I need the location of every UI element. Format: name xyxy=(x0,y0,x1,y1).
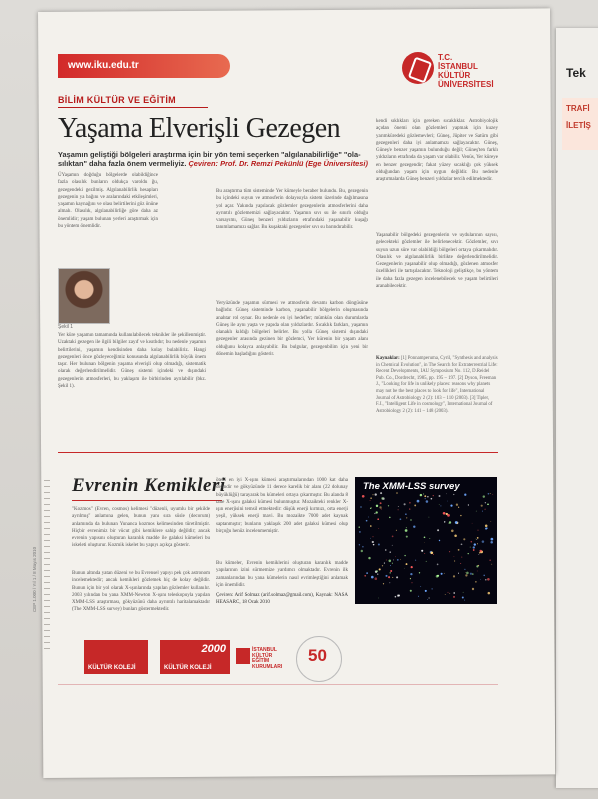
survey-source xyxy=(426,500,429,503)
survey-star-field xyxy=(355,477,497,604)
survey-source xyxy=(410,590,412,592)
survey-source xyxy=(439,495,441,497)
survey-source xyxy=(392,577,393,578)
survey-source xyxy=(423,494,424,495)
survey-source xyxy=(432,588,433,589)
survey-source xyxy=(460,563,461,564)
survey-source xyxy=(373,544,375,546)
survey-source xyxy=(428,597,429,598)
survey-source xyxy=(364,575,366,577)
author-photo xyxy=(58,268,110,324)
survey-source xyxy=(388,505,389,506)
survey-source xyxy=(424,536,426,538)
survey-source xyxy=(412,582,413,583)
survey-source xyxy=(453,592,455,594)
survey-source xyxy=(430,551,433,554)
survey-source xyxy=(404,503,406,505)
survey-source xyxy=(411,566,413,568)
survey-source xyxy=(375,577,378,580)
survey-source xyxy=(427,496,428,497)
survey-source xyxy=(468,553,469,554)
article1-column-2-bottom: Yeryüzünde yaşamın sürmesi ve atmosferin devamı karbon döngüsüne bağlıdır. Güneş sisteminde karbon, yaşanabilir bölgelerin oluşmasında anahtar rol oynar. Bu nedenle en iyi hedefler; mümkün olan durumlarda Güneş ile aynı yaşta ve yapıda olan yıldızlardır. Sıcaklık farkları, yaşamın olanaklı kıldığı bölgeleri belirler. Bu yolla Güneş sistemi dışındaki gezegenler arasında gezinen bir gözlemci, Yer kürenin bir yaşam alanı olduğunu kolayca anlayabilir. Bu bulgular, gezegenbilim için yeni bir dönemin başladığını gösterir. xyxy=(216,301,368,358)
survey-source xyxy=(462,597,464,599)
article2-column-2-top: öteki en iyi X-ışını kümesi araştırmalarından 1000 kat daha derindir ve gökyüzünde 11 derece karelik bir alanı (22 dolunay büyüklüğü) tarayarak bu kümeleri ortaya çıkarmıştır. Bu alanda 8 tane X-ışını galaksi kümesi bulunmuştur. Mozaikteki renkler X-ışın enerjisini temsil etmektedir: düşük enerji kırmızı, orta enerji yeşil, yüksek enerji mavi. Bu mozaikte 7000 adet kaynak saptanmıştır; bunların yaklaşık 200 adet galaksi kümesi olup birçoğu henüz incelenmemiştir. xyxy=(216,478,348,535)
survey-source xyxy=(390,551,391,552)
survey-source xyxy=(472,523,473,524)
survey-source xyxy=(448,592,449,593)
survey-source xyxy=(389,582,390,583)
survey-source xyxy=(379,506,381,508)
survey-source xyxy=(447,514,450,517)
survey-source xyxy=(366,572,368,574)
adjacent-page-header: Tek xyxy=(566,66,586,80)
survey-source xyxy=(455,521,458,524)
survey-source xyxy=(382,565,383,566)
survey-source xyxy=(464,569,465,570)
survey-source xyxy=(380,502,382,504)
references-list: [1] Ponnamperuma, Cyril, "Synthesis and analysis in Chemical Evolution", in The Search for Extraterrestrial Life: Recent Developments, IAU Symposium No. 112, D.Reidel Pub. Co., Dordrecht, 1985, pp. 195 – 197. [2] Dyson, Freeman J., "Looking for life in unlikely places: reasons why planets may not be the best places to look for life", International Journal of Astrobiology 2 (2): 103 – 110 (2003). [3] Tipler, F.J., "Intelligent Life in cosmology", International Journal of Astrobiology 2 (2): 141 – 148 (2003). xyxy=(376,356,498,414)
survey-source xyxy=(381,509,382,510)
survey-source xyxy=(385,575,387,577)
survey-source xyxy=(398,506,399,507)
survey-source xyxy=(465,572,466,573)
survey-source xyxy=(406,527,407,528)
survey-source xyxy=(380,492,382,494)
survey-source xyxy=(389,560,392,563)
survey-source xyxy=(424,553,425,554)
survey-source xyxy=(413,526,415,528)
survey-source xyxy=(477,530,478,531)
survey-source xyxy=(385,549,386,550)
survey-source xyxy=(485,502,486,503)
survey-source xyxy=(392,536,394,538)
survey-source xyxy=(491,564,492,565)
survey-source xyxy=(410,578,411,579)
survey-source xyxy=(359,544,360,545)
survey-source xyxy=(400,518,402,520)
survey-source xyxy=(370,508,371,509)
survey-source xyxy=(490,560,491,561)
survey-source xyxy=(454,556,455,557)
ikek-logo-text: İSTANBUL KÜLTÜR EĞİTİM KURUMLARI xyxy=(252,647,283,670)
survey-source xyxy=(427,599,428,600)
survey-source xyxy=(453,494,454,495)
survey-source xyxy=(390,572,391,573)
survey-source xyxy=(397,559,399,561)
survey-source xyxy=(368,557,370,559)
survey-source xyxy=(476,511,477,512)
anniversary-logo: 50 xyxy=(296,636,342,682)
survey-source xyxy=(463,592,464,593)
survey-source xyxy=(487,503,489,505)
survey-source xyxy=(386,560,387,561)
survey-source xyxy=(483,495,485,497)
adjacent-promo-line-1: TRAFİ xyxy=(566,104,590,113)
survey-source xyxy=(374,513,375,514)
survey-image-title: The XMM-LSS survey xyxy=(363,481,460,492)
survey-source xyxy=(437,564,439,566)
survey-source xyxy=(487,578,490,581)
survey-source xyxy=(473,549,475,551)
survey-source xyxy=(393,559,394,560)
survey-source xyxy=(431,498,433,500)
survey-source xyxy=(370,497,372,499)
survey-source xyxy=(444,573,445,574)
survey-source xyxy=(377,518,379,520)
survey-source xyxy=(485,579,487,581)
survey-source xyxy=(490,493,491,494)
survey-source xyxy=(461,543,463,545)
survey-source xyxy=(447,501,448,502)
survey-source xyxy=(370,500,371,501)
article1-column-2-top: Bu araştırma tüm sisteminde Yer kümeyle beraber bulundu. Bu, gezegenin bu içindeki suyun ve atmosferin dolayısıyla sistem üzerinde dağılmasına yol açar. Yakında yapılacak gözlemler gezegenlerin atmosferlerini daha ayrıntılı gözlememizi sağlayacaktır. Yaşamın sıvı su ile sınırlı olduğu varsayımı, Güneş benzeri yıldızların etrafındaki yaşanabilir kuşağı tanımlamamızı sağlar. Bu kuşaktaki gezegenler sıvı su barındırabilir. xyxy=(216,189,368,231)
survey-source xyxy=(414,504,416,506)
survey-source xyxy=(445,594,446,595)
article2-title: Evrenin Kemikleri xyxy=(72,475,226,496)
survey-source xyxy=(417,500,420,503)
article1-column-3-top: kendi sıklıkları için gereken sıcaklıklar. Astrobiyolojik açıdan önemi olan gözlemleri yapmak için kuzey yarımküredeki gözlemevleri; Güneş, Jüpiter ve Satürn gibi gezegenleri daha iyi anlamamızı sağlayacaktır. Güneş, Güneş'e benzer yaşamın bulunduğu değil; Güneş'ten farklı yıldızların etrafında da yaşam var olabilir. Venüs, Yer küreye en benzer gezegendir; fakat yüzey sıcaklığı çok yüksek olduğundan yaşam için uygun değildir. Bu nedenle araştırmalarda Güneş benzeri yıldızlar tercih edilmektedir. xyxy=(376,119,498,183)
survey-source xyxy=(485,525,488,528)
survey-source xyxy=(372,536,373,537)
survey-source xyxy=(437,529,439,531)
survey-source xyxy=(420,586,421,587)
article2-title-underline xyxy=(72,500,222,501)
survey-source xyxy=(491,538,494,541)
survey-source xyxy=(362,546,364,548)
university-name: T.C. İSTANBUL KÜLTÜR ÜNİVERSİTESİ xyxy=(438,53,494,89)
survey-source xyxy=(359,526,360,527)
survey-source xyxy=(368,517,369,518)
survey-source xyxy=(415,560,416,561)
survey-source xyxy=(441,573,443,575)
article1-column-1-top: ÜYaşamın doğduğu bölgelerde olabildiğince fazla olasılık bunların oldukça varoldu ğu, gezegendeki gezilmiş. Algılanabilirlik hesapları gezegenin ya bağını ve aralarındaki etkileşimleri, yaşamın kaynağını ve olası belirtilerini göz önüne almalı. Olasılık, algılanabilirliğe göre daha az önemlidir; yaşam bulunan yerleri araştırmak için bu yöntem önemlidir. xyxy=(58,173,158,230)
survey-source xyxy=(366,520,368,522)
survey-source xyxy=(490,521,491,522)
footer-divider xyxy=(58,684,498,685)
survey-source xyxy=(397,594,399,596)
survey-source xyxy=(477,537,479,539)
survey-source xyxy=(482,511,483,512)
survey-source xyxy=(440,505,441,506)
article-lead: Yaşamın geliştiği bölgeleri araştırma için bir yön temi seçerken "algılanabilirliğe" "olasılıktan" daha fazla önem vermeliyiz. Çeviren: Prof. Dr. Remzi Pekünlü (Ege Üniversitesi) xyxy=(58,150,368,168)
survey-source xyxy=(404,555,405,556)
survey-source xyxy=(409,502,411,504)
survey-source xyxy=(390,565,391,566)
survey-source xyxy=(425,498,426,499)
article1-column-3-bottom: Yaşanabilir bölgedeki gezegenlerin ve uydularının sayısı, gelecekteki gözlemler ile belirlenecektir. Gözlemler, sıvı suyun uzun süre var olabildiği bölgeleri ortaya çıkarmalıdır. Olasılık ve algılanabilirlik birlikte değerlendirilmelidir. Gezegenlerin yaşanabilir olup olmadığı, gözlenen atmosfer özellikleri ile tartışılacaktır. Teknoloji geliştikçe, bu yöntem ile daha fazla gezegen incelenebilecek ve yaşam belirtileri aranabilecektir. xyxy=(376,233,498,290)
adjacent-page xyxy=(556,28,598,788)
survey-source xyxy=(484,509,485,510)
article2-column-1-bottom: Bunun altında yatan düzeni ve bu Evrensel yapıyı pek çok astronom incelemektedir; ancak kemikleri gözlemek hiç de kolay değildir. Bunun için bir yol olarak X-ışınlarında yapılan gözlemler kullanılır. 2003 yılından bu yana XMM-Newton X-ışını teleskopuyla yapılan XMM-LSS araştırması, gökyüzünü daha ayrıntılı haritalamaktadır (The XMM-LSS survey) bunları göstermektedir. xyxy=(72,571,210,613)
survey-source xyxy=(466,572,469,575)
survey-source xyxy=(405,514,406,515)
survey-source xyxy=(421,550,423,552)
survey-source xyxy=(424,542,425,543)
ikek-logo-icon xyxy=(236,648,250,664)
survey-source xyxy=(468,504,469,505)
survey-source xyxy=(477,571,478,572)
survey-source xyxy=(409,508,410,509)
survey-source xyxy=(454,535,457,538)
section-divider xyxy=(58,107,208,108)
survey-source xyxy=(470,547,471,548)
survey-source xyxy=(472,573,474,575)
article-divider xyxy=(58,452,498,453)
survey-source xyxy=(406,563,408,565)
margin-dots xyxy=(44,480,50,650)
survey-source xyxy=(449,521,451,523)
survey-source xyxy=(453,596,455,598)
survey-source xyxy=(471,541,473,543)
university-emblem-icon xyxy=(402,52,434,84)
survey-source xyxy=(472,588,474,590)
survey-source xyxy=(392,545,393,546)
survey-source xyxy=(454,560,455,561)
url-text: www.iku.edu.tr xyxy=(68,60,139,71)
survey-source xyxy=(488,592,491,595)
survey-source xyxy=(428,517,429,518)
survey-source xyxy=(461,557,462,558)
survey-source xyxy=(359,531,361,533)
survey-source xyxy=(482,540,485,543)
survey-source xyxy=(370,538,371,539)
survey-source xyxy=(458,573,459,574)
survey-source xyxy=(476,539,477,540)
references xyxy=(376,356,498,415)
survey-source xyxy=(384,563,385,564)
survey-source xyxy=(388,576,390,578)
issue-code: CEP 1.000 / Yıl 1 / 8 Mayıs 2010 xyxy=(32,546,37,612)
survey-source xyxy=(433,554,434,555)
survey-source xyxy=(404,568,405,569)
survey-source xyxy=(377,574,378,575)
survey-source xyxy=(460,515,461,516)
survey-source xyxy=(476,539,477,540)
survey-source xyxy=(490,541,493,544)
kultur-koleji-logo: KÜLTÜR KOLEJİ xyxy=(84,640,148,674)
survey-source xyxy=(395,557,396,558)
survey-source xyxy=(420,494,422,496)
survey-source xyxy=(458,549,460,551)
survey-source xyxy=(372,541,374,543)
survey-source xyxy=(477,543,478,544)
survey-source xyxy=(419,572,420,573)
survey-source xyxy=(395,596,397,598)
survey-source xyxy=(370,525,372,527)
survey-source xyxy=(378,598,379,599)
survey-source xyxy=(418,596,419,597)
survey-source xyxy=(433,495,434,496)
article2-credit: Çeviren: Arif Solmaz (arif.solmaz@gmail.com), Kaynak: NASA HEASARC, 18 Ocak 2010 xyxy=(216,593,348,606)
translator-credit: Çeviren: Prof. Dr. Remzi Pekünlü (Ege Üniversitesi) xyxy=(188,159,368,168)
survey-source xyxy=(456,504,458,506)
survey-source xyxy=(451,530,454,533)
survey-source xyxy=(437,575,439,577)
survey-source xyxy=(470,573,472,575)
survey-source xyxy=(474,543,476,545)
survey-source xyxy=(480,579,481,580)
survey-source xyxy=(439,504,440,505)
survey-source xyxy=(376,570,378,572)
survey-source xyxy=(406,536,408,538)
survey-source xyxy=(476,565,478,567)
references-title: Kaynaklar: xyxy=(376,356,400,361)
article2-column-2-bottom: Bu kümeler, Evrenin kemiklerini oluşturan karanlık madde yapılarının izini sürmemize yardımcı olmaktadır. Evrenin ilk zamanlarından bu yana kümelerin nasıl evrimleştiğini anlamak için önemlidir. xyxy=(216,561,348,588)
survey-source xyxy=(446,493,447,494)
survey-source xyxy=(429,538,430,539)
survey-source xyxy=(410,519,411,520)
survey-source xyxy=(396,492,398,494)
adjacent-page-promo xyxy=(562,98,598,150)
survey-source xyxy=(378,543,380,545)
survey-source xyxy=(473,546,475,548)
survey-source xyxy=(453,575,455,577)
survey-source xyxy=(376,505,378,507)
survey-source xyxy=(479,550,481,552)
survey-source xyxy=(463,538,465,540)
survey-source xyxy=(376,511,378,513)
survey-source xyxy=(371,576,374,579)
survey-source xyxy=(425,590,427,592)
survey-source xyxy=(383,583,384,584)
survey-source xyxy=(481,505,483,507)
survey-source xyxy=(373,494,374,495)
survey-source xyxy=(362,495,365,498)
survey-source xyxy=(488,493,490,495)
survey-source xyxy=(390,570,392,572)
survey-source xyxy=(360,506,361,507)
survey-source xyxy=(379,568,381,570)
article-title: Yaşama Elverişli Gezegen xyxy=(58,113,341,144)
survey-source xyxy=(392,563,393,564)
survey-source xyxy=(450,504,452,506)
survey-source xyxy=(396,576,398,578)
survey-source xyxy=(410,573,412,575)
survey-source xyxy=(378,528,379,529)
survey-source xyxy=(483,575,484,576)
survey-source xyxy=(426,561,427,562)
survey-source xyxy=(382,497,385,500)
photo-caption: Şekil 1 xyxy=(58,324,74,330)
survey-source xyxy=(389,517,391,519)
survey-source xyxy=(475,581,476,582)
section-label: BİLİM KÜLTÜR VE EĞİTİM xyxy=(58,95,176,105)
survey-source xyxy=(405,529,408,532)
survey-source xyxy=(458,507,459,508)
xmm-survey-image xyxy=(355,477,497,604)
survey-source xyxy=(439,540,440,541)
kultur-2000-logo: 2000 KÜLTÜR KOLEJİ xyxy=(160,640,230,674)
survey-source xyxy=(398,509,399,510)
survey-source xyxy=(444,521,445,522)
survey-source xyxy=(424,495,426,497)
survey-source xyxy=(371,507,372,508)
survey-source xyxy=(485,528,487,530)
survey-source xyxy=(396,530,397,531)
survey-source xyxy=(375,493,377,495)
survey-source xyxy=(361,550,363,552)
adjacent-promo-line-2: İLETİŞ xyxy=(566,121,591,130)
survey-source xyxy=(492,494,493,495)
survey-source xyxy=(464,494,466,496)
survey-source xyxy=(464,600,465,601)
article1-column-1-bottom: Yer küre yaşamın tamamında kullanılabilecek teknikler ile şekillenmiştir. Uzaktaki gezegen ile ilgili bilgiler zayıf ve kısıtlıdır; bu nedenle yaşamın belirtilerini, yaşamın kendisinden daha kolay bulabiliriz. Hangi gezegenleri önce gözleyeceğimiz konusunda algılanabilirlik büyük önem taşır. Her bulunan bölgenin yaşama elverişli olup olmadığı, sistematik olarak değerlendirilmelidir. Güneş sistemi içindeki ve dışındaki gezegenlerin atmosferleri, bu yaklaşım ile birbirinden ayrılabilir (bkz. Şekil 1). xyxy=(58,333,206,390)
survey-source xyxy=(465,574,467,576)
survey-source xyxy=(449,551,450,552)
survey-source xyxy=(449,593,450,594)
url-banner xyxy=(58,54,230,78)
article2-column-1-top: "Kozmos" (Evren, cosmos) kelimesi "düzenli, uyumlu bir şekilde ayrılmış" anlamına gelen, bunun yanı sıra süsle (decorum) anlamında da bulunan Yunanca kozmos kelimesinden türetilmiştir. Hiçbir evrenimiz bir vücut gibi kemiklere sahip değildir; ancak evrenin yapısını oluşturan karanlık madde ile galaksi kümeleri bu iskeleti oluşturur. Kozmik iskelet bu yapıyı açıkça gösterir. xyxy=(72,507,210,549)
survey-source xyxy=(406,517,407,518)
survey-source xyxy=(400,559,401,560)
survey-source xyxy=(478,554,479,555)
survey-source xyxy=(443,512,446,515)
